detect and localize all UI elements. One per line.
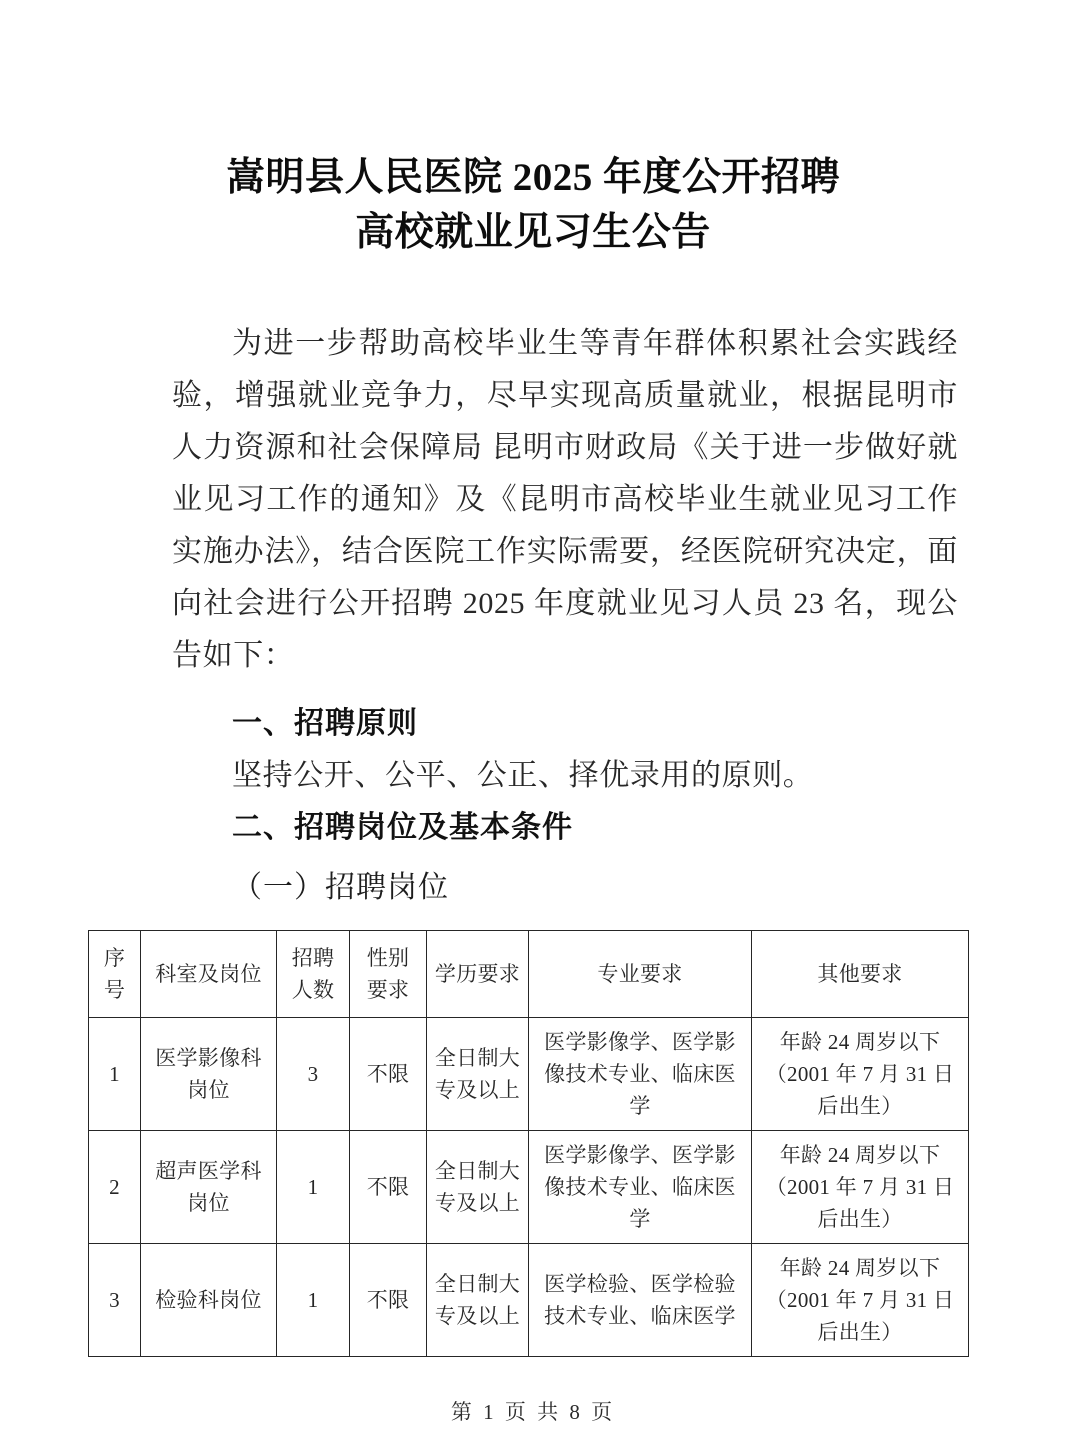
table-header-major: 专业要求: [529, 931, 752, 1018]
page-footer: 第 1 页 共 8 页: [450, 1400, 616, 1424]
cell-count: 1: [277, 1244, 350, 1357]
cell-no: 3: [89, 1244, 141, 1357]
intro-paragraph: 为进一步帮助高校毕业生等青年群体积累社会实践经验，增强就业竞争力，尽早实现高质量就业，根据昆明市人力资源和社会保障局 昆明市财政局《关于进一步做好就业见习工作的通知》及《昆明市高校毕业生就业见习工作实施办法》，结合医院工作实际需要，经医院研究决定，面向社会进行公开招聘 2025 年度就业见习人员 23 名，现公告如下：: [172, 327, 958, 672]
table-header-count: 招聘人数: [277, 931, 350, 1018]
cell-other: 年龄 24 周岁以下（2001 年 7 月 31 日后出生）: [752, 1018, 969, 1131]
cell-count: 3: [277, 1018, 350, 1131]
cell-gender: 不限: [350, 1131, 427, 1244]
cell-no: 2: [89, 1131, 141, 1244]
cell-education: 全日制大专及以上: [427, 1131, 529, 1244]
document-body: [172, 318, 958, 914]
cell-education: 全日制大专及以上: [427, 1018, 529, 1131]
table-header-other: 其他要求: [752, 931, 969, 1018]
spacer: [172, 854, 958, 862]
positions-table: [88, 930, 969, 1357]
page-title-line-2: 高校就业见习生公告: [355, 211, 711, 254]
table-body: [89, 1018, 969, 1357]
cell-major: 医学影像学、医学影像技术专业、临床医学: [529, 1131, 752, 1244]
cell-gender: 不限: [350, 1244, 427, 1357]
cell-gender: 不限: [350, 1018, 427, 1131]
cell-major: 医学影像学、医学影像技术专业、临床医学: [529, 1018, 752, 1131]
positions-table-container: [88, 930, 968, 1357]
cell-count: 1: [277, 1131, 350, 1244]
cell-dept: 检验科岗位: [141, 1244, 277, 1357]
cell-no: 1: [89, 1018, 141, 1131]
table-row: [89, 1018, 969, 1131]
table-row: [89, 1244, 969, 1357]
section-heading-positions: 二、招聘岗位及基本条件: [232, 811, 573, 844]
table-header-education: 学历要求: [427, 931, 529, 1018]
section-text-principle: 坚持公开、公平、公正、择优录用的原则。: [232, 759, 814, 792]
section-heading-principle: 一、招聘原则: [232, 707, 418, 740]
page-title-line-1: 嵩明县人民医院 2025 年度公开招聘: [225, 156, 840, 199]
table-header-row: [89, 931, 969, 1018]
cell-other: 年龄 24 周岁以下（2001 年 7 月 31 日后出生）: [752, 1244, 969, 1357]
cell-major: 医学检验、医学检验技术专业、临床医学: [529, 1244, 752, 1357]
cell-dept: 超声医学科岗位: [141, 1131, 277, 1244]
cell-dept: 医学影像科岗位: [141, 1018, 277, 1131]
cell-other: 年龄 24 周岁以下（2001 年 7 月 31 日后出生）: [752, 1131, 969, 1244]
spacer: [172, 682, 958, 698]
cell-education: 全日制大专及以上: [427, 1244, 529, 1357]
table-header: [89, 931, 969, 1018]
table-row: [89, 1131, 969, 1244]
page-title: [0, 150, 1066, 260]
table-header-gender: 性别要求: [350, 931, 427, 1018]
subsection-heading-positions: （一）招聘岗位: [232, 871, 449, 904]
table-header-no: 序号: [89, 931, 141, 1018]
table-header-dept: 科室及岗位: [141, 931, 277, 1018]
